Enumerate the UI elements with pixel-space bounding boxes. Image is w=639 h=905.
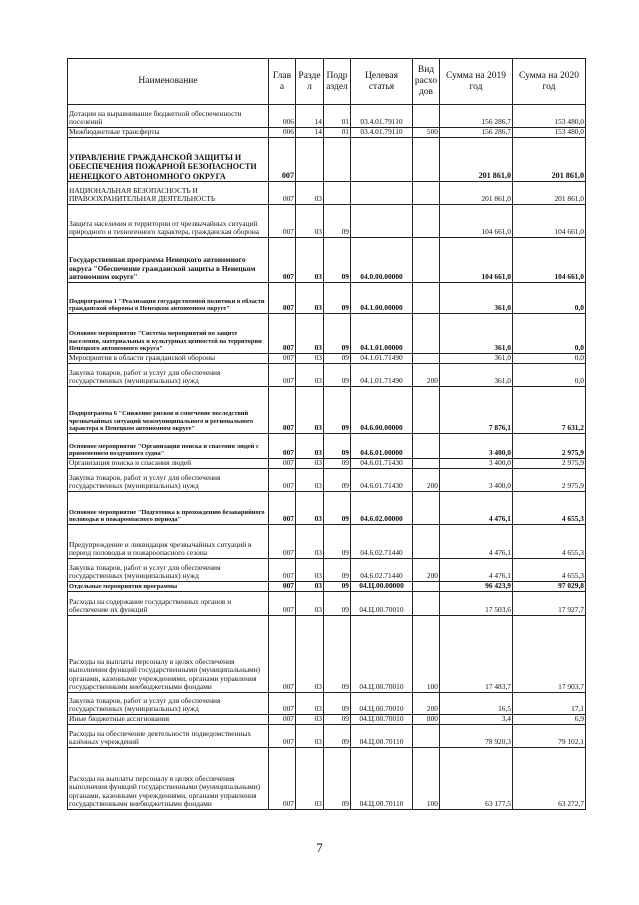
cell-section: 03 [296,469,324,492]
cell-article: 04.1.01.71490 [351,364,413,387]
cell-s2020: 104 661,0 [513,205,586,238]
cell-code: 006 [269,105,296,128]
cell-s2019: 156 286,7 [440,105,513,128]
cell-s2020: 153 480,0 [513,105,586,128]
cell-code: 007 [269,387,296,434]
cell-s2019: 3 400,0 [440,469,513,492]
cell-subsection: 09 [324,582,351,592]
table-row [68,283,586,314]
cell-section: 03 [296,364,324,387]
cell-subsection: 09 [324,354,351,364]
cell-name: Расходы на выплаты персоналу в целях обеспечения выполнения функций государственными (муниципальными) органами, казенными учреждениями, органами управления государственными внебюджетными фондами [68,748,269,810]
table-row [68,128,586,138]
cell-section: 03 [296,725,324,748]
cell-s2020: 7 631,2 [513,387,586,434]
cell-section: 03 [296,459,324,469]
cell-type [413,582,440,592]
cell-section: 03 [296,715,324,725]
cell-s2019: 4 476,1 [440,492,513,525]
table-row [68,182,586,205]
cell-code: 007 [269,434,296,459]
cell-s2020: 153 480,0 [513,128,586,138]
cell-s2020: 0,0 [513,354,586,364]
table-row [68,525,586,559]
cell-code: 007 [269,238,296,283]
cell-subsection: 09 [324,364,351,387]
cell-code: 007 [269,283,296,314]
cell-article: 04.Ц.00.70010 [351,592,413,616]
cell-s2019: 78 920,3 [440,725,513,748]
cell-subsection: 09 [324,725,351,748]
cell-s2019: 104 661,0 [440,238,513,283]
cell-s2019: 3 400,0 [440,459,513,469]
header-sum-2020: Сумма на 2020 год [513,59,586,105]
table-row [68,592,586,616]
header-expense-type: Вид расхо дов [413,59,440,105]
cell-section: 03 [296,314,324,354]
cell-s2019: 3,4 [440,715,513,725]
table-row [68,434,586,459]
table-row [68,105,586,128]
cell-s2020: 4 655,3 [513,492,586,525]
cell-code: 007 [269,314,296,354]
cell-name: Защита населения и территории от чрезвычайных ситуаций природного и техногенного характера, гражданская оборона [68,205,269,238]
cell-section: 03 [296,238,324,283]
cell-name: НАЦИОНАЛЬНАЯ БЕЗОПАСНОСТЬ И ПРАВООХРАНИТЕЛЬНАЯ ДЕЯТЕЛЬНОСТЬ [68,182,269,205]
cell-type [413,238,440,283]
table-row [68,238,586,283]
cell-article: 04.Ц.00.00000 [351,582,413,592]
cell-name: Расходы на содержание государственных органов и обеспечение их функций [68,592,269,616]
cell-name: Закупка товаров, работ и услуг для обеспечения государственных (муниципальных) нужд [68,469,269,492]
cell-subsection [324,182,351,205]
table-row [68,387,586,434]
header-article: Целевая статья [351,59,413,105]
cell-type [413,525,440,559]
table-row [68,205,586,238]
cell-s2020: 201 861,0 [513,182,586,205]
cell-type [413,205,440,238]
cell-article: 04.6.01.71430 [351,459,413,469]
cell-s2019: 17 483,7 [440,616,513,693]
cell-article: 04.1.00.00000 [351,283,413,314]
cell-article: 04.Ц.00.70010 [351,693,413,715]
cell-code: 007 [269,492,296,525]
cell-code: 007 [269,469,296,492]
cell-name: Основное мероприятие "Система мероприятий по защите населения, материальных и культурных ценностей на территории Ненецкого автономного округа" [68,314,269,354]
cell-s2020: 79 102,1 [513,725,586,748]
cell-subsection: 09 [324,434,351,459]
table-row [68,364,586,387]
cell-article [351,205,413,238]
cell-article: 04.6.02.00000 [351,492,413,525]
cell-section [296,138,324,182]
cell-s2020: 2 975,9 [513,434,586,459]
cell-code: 007 [269,582,296,592]
cell-subsection: 01 [324,128,351,138]
cell-type [413,354,440,364]
cell-section: 03 [296,748,324,810]
cell-s2019: 17 503,6 [440,592,513,616]
cell-subsection: 09 [324,748,351,810]
cell-section: 03 [296,492,324,525]
cell-article: 04.6.01.00000 [351,434,413,459]
cell-subsection: 09 [324,616,351,693]
cell-name: Организация поиска и спасания людей [68,459,269,469]
cell-subsection: 09 [324,693,351,715]
cell-article: 04.Ц.00.70110 [351,725,413,748]
cell-s2020: 201 861,0 [513,138,586,182]
cell-article: 04.6.00.00000 [351,387,413,434]
cell-article: 03.4.01.79110 [351,105,413,128]
cell-article: 04.6.01.71430 [351,469,413,492]
cell-type [413,138,440,182]
table-row [68,715,586,725]
cell-s2019: 201 861,0 [440,182,513,205]
cell-article: 04.6.02.71440 [351,525,413,559]
table-row [68,314,586,354]
cell-subsection: 09 [324,387,351,434]
cell-name: Закупка товаров, работ и услуг для обеспечения государственных (муниципальных) нужд [68,693,269,715]
table-row [68,492,586,525]
cell-code: 007 [269,525,296,559]
table-row [68,693,586,715]
table-row [68,616,586,693]
cell-s2019: 96 423,9 [440,582,513,592]
cell-name: Иные бюджетные ассигнования [68,715,269,725]
cell-s2019: 16,5 [440,693,513,715]
cell-s2020: 17 927,7 [513,592,586,616]
cell-name: Отдельные мероприятия программы [68,582,269,592]
table-row [68,138,586,182]
cell-article: 04.Ц.00.70010 [351,715,413,725]
cell-article: 04.Ц.00.70010 [351,616,413,693]
cell-article: 03.4.01.79110 [351,128,413,138]
cell-type: 200 [413,693,440,715]
cell-code: 007 [269,459,296,469]
cell-article: 04.1.01.71490 [351,354,413,364]
cell-s2020: 63 272,7 [513,748,586,810]
cell-code: 007 [269,182,296,205]
header-code: Глав а [269,59,296,105]
cell-section: 03 [296,354,324,364]
cell-type [413,592,440,616]
cell-article [351,138,413,182]
table-row [68,469,586,492]
cell-s2020: 6,9 [513,715,586,725]
cell-name: УПРАВЛЕНИЕ ГРАЖДАНСКОЙ ЗАЩИТЫ И ОБЕСПЕЧЕНИЯ ПОЖАРНОЙ БЕЗОПАСНОСТИ НЕНЕЦКОГО АВТОНОМНОГО ОКРУГА [68,138,269,182]
budget-table-container [67,58,585,810]
cell-code: 006 [269,128,296,138]
cell-type: 200 [413,559,440,582]
cell-type [413,459,440,469]
cell-subsection: 09 [324,492,351,525]
cell-type: 200 [413,364,440,387]
cell-s2019: 361,0 [440,283,513,314]
cell-article: 04.Ц.00.70110 [351,748,413,810]
cell-code: 007 [269,364,296,387]
cell-code: 007 [269,616,296,693]
cell-section: 14 [296,128,324,138]
cell-type: 500 [413,128,440,138]
cell-type [413,492,440,525]
cell-subsection: 09 [324,525,351,559]
cell-s2019: 361,0 [440,314,513,354]
cell-subsection: 09 [324,715,351,725]
cell-name: Основное мероприятие "Подготовка к прохождению безаварийного половодья и пожароопасного периода" [68,492,269,525]
cell-s2020: 104 661,0 [513,238,586,283]
cell-section: 03 [296,693,324,715]
cell-name: Государственная программа Ненецкого автономного округа "Обеспечение гражданской защиты в Ненецком автономном округе" [68,238,269,283]
cell-type [413,434,440,459]
header-section: Разде л [296,59,324,105]
cell-s2019: 361,0 [440,354,513,364]
cell-article: 04.6.02.71440 [351,559,413,582]
table-row [68,748,586,810]
budget-table [67,58,586,810]
cell-subsection [324,138,351,182]
cell-s2019: 4 476,1 [440,559,513,582]
cell-type: 100 [413,616,440,693]
cell-code: 007 [269,725,296,748]
cell-subsection: 09 [324,559,351,582]
cell-name: Мероприятия в области гражданской обороны [68,354,269,364]
cell-section: 03 [296,616,324,693]
header-subsection: Подр аздел [324,59,351,105]
cell-type: 200 [413,469,440,492]
cell-s2019: 4 476,1 [440,525,513,559]
cell-type [413,387,440,434]
cell-section: 03 [296,525,324,559]
table-row [68,559,586,582]
cell-subsection: 09 [324,459,351,469]
cell-name: Расходы на выплаты персоналу в целях обеспечения выполнения функций государственными (муниципальными) органами, казенными учреждениями, органами управления государственными внебюджетными фондами [68,616,269,693]
cell-s2020: 2 975,9 [513,469,586,492]
cell-name: Подпрограмма 6 "Снижение рисков и смягчение последствий чрезвычайных ситуаций межмуниципального и регионального характера в Ненецком автономном округе" [68,387,269,434]
cell-s2020: 0,0 [513,283,586,314]
cell-name: Закупка товаров, работ и услуг для обеспечения государственных (муниципальных) нужд [68,364,269,387]
cell-type [413,182,440,205]
page-number: 7 [316,840,323,855]
cell-name: Дотации на выравнивание бюджетной обеспеченности поселений [68,105,269,128]
cell-s2020: 17 903,7 [513,616,586,693]
cell-subsection: 09 [324,469,351,492]
table-header-row [68,59,586,105]
cell-section: 03 [296,592,324,616]
cell-type: 800 [413,715,440,725]
cell-s2020: 4 655,3 [513,559,586,582]
cell-s2019: 104 661,0 [440,205,513,238]
cell-subsection: 09 [324,283,351,314]
cell-section: 03 [296,205,324,238]
cell-code: 007 [269,748,296,810]
cell-code: 007 [269,693,296,715]
cell-name: Основное мероприятие "Организация поиска и спасения людей с применением воздушного судна" [68,434,269,459]
cell-code: 007 [269,559,296,582]
header-name: Наименование [68,59,269,105]
cell-code: 007 [269,205,296,238]
cell-type [413,725,440,748]
cell-name: Закупка товаров, работ и услуг для обеспечения государственных (муниципальных) нужд [68,559,269,582]
cell-code: 007 [269,138,296,182]
cell-code: 007 [269,354,296,364]
header-sum-2019: Сумма на 2019 год [440,59,513,105]
table-row [68,725,586,748]
cell-s2019: 3 400,0 [440,434,513,459]
cell-section: 03 [296,182,324,205]
cell-s2019: 156 286,7 [440,128,513,138]
cell-s2020: 97 029,8 [513,582,586,592]
cell-section: 14 [296,105,324,128]
cell-subsection: 09 [324,592,351,616]
cell-section: 03 [296,559,324,582]
cell-code: 007 [269,592,296,616]
cell-s2019: 201 861,0 [440,138,513,182]
cell-subsection: 09 [324,314,351,354]
cell-type [413,314,440,354]
cell-type [413,283,440,314]
cell-subsection: 09 [324,205,351,238]
cell-s2019: 63 177,5 [440,748,513,810]
cell-section: 03 [296,434,324,459]
cell-s2020: 2 975,9 [513,459,586,469]
cell-subsection: 01 [324,105,351,128]
cell-subsection: 09 [324,238,351,283]
table-row [68,582,586,592]
table-row [68,354,586,364]
cell-type: 100 [413,748,440,810]
cell-code: 007 [269,715,296,725]
cell-section: 03 [296,387,324,434]
cell-s2019: 7 876,1 [440,387,513,434]
cell-s2020: 0,0 [513,314,586,354]
cell-article: 04.0.00.00000 [351,238,413,283]
cell-name: Расходы на обеспечение деятельности подведомственных казённых учреждений [68,725,269,748]
cell-name: Предупреждение и ликвидация чрезвычайных ситуаций в период половодья и пожароопасного сезона [68,525,269,559]
cell-name: Подпрограмма 1 "Реализация государственной политики в области гражданской обороны в Ненецком автономном округе" [68,283,269,314]
cell-name: Межбюджетные трансферты [68,128,269,138]
cell-s2020: 0,0 [513,364,586,387]
cell-s2020: 17,1 [513,693,586,715]
cell-s2020: 4 655,3 [513,525,586,559]
cell-s2019: 361,0 [440,364,513,387]
cell-section: 03 [296,283,324,314]
cell-article: 04.1.01.00000 [351,314,413,354]
cell-section: 03 [296,582,324,592]
cell-article [351,182,413,205]
cell-type [413,105,440,128]
table-row [68,459,586,469]
